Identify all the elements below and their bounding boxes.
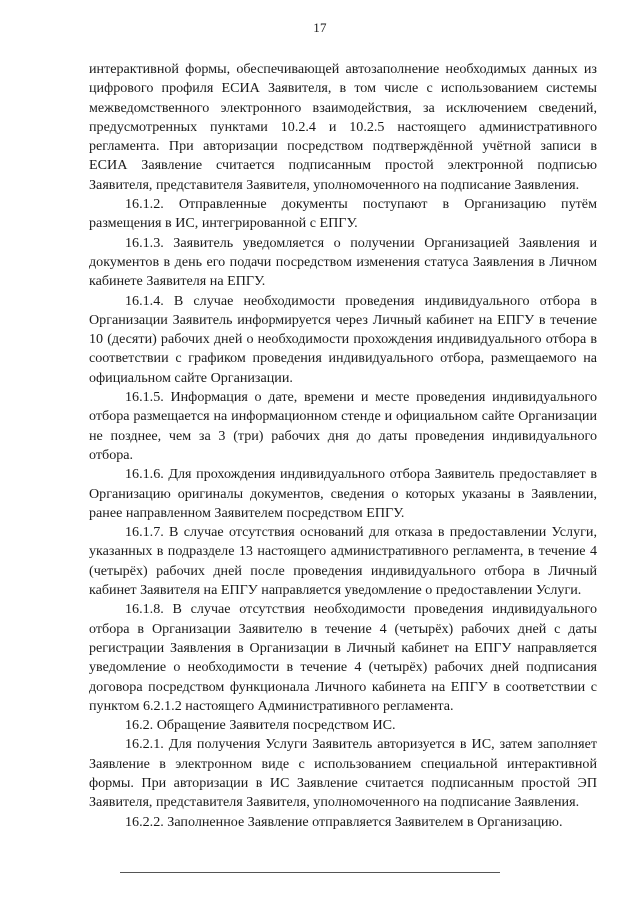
paragraph-16-1-4: 16.1.4. В случае необходимости проведения индивидуального отбора в Организации Заявитель информируется через Личный кабинет на ЕПГУ в течение 10 (десяти) рабочих дней о необходимости прохождения индивидуального отбора в соответствии с графиком проведения индивидуального отбора, размещаемого на официальном сайте Организации.: [89, 292, 597, 386]
section-heading-16-2: 16.2. Обращение Заявителя посредством ИС.: [125, 717, 396, 734]
footer-divider: [120, 872, 500, 873]
paragraph-16-1-6: 16.1.6. Для прохождения индивидуального отбора Заявитель предоставляет в Организацию оригиналы документов, сведения о которых указаны в Заявлении, ранее направленном Заявителем посредством ЕПГУ.: [89, 466, 597, 521]
paragraph-16-1-5: 16.1.5. Информация о дате, времени и месте проведения индивидуального отбора размещается на информационном стенде и официальном сайте Организации не позднее, чем за 3 (три) рабочих дня до даты проведения индивидуального отбора.: [89, 389, 597, 463]
document-body: [89, 60, 597, 832]
paragraph-16-1-8: 16.1.8. В случае отсутствия необходимости проведения индивидуального отбора в Организации Заявителю в течение 4 (четырёх) рабочих дней с даты регистрации Заявления в Организации в Личный кабинет на ЕПГУ направляется уведомление о необходимости в течение 4 (четырёх) рабочих дней подписания договора посредством функционала Личного кабинета на ЕПГУ в соответствии с пунктом 6.2.1.2 настоящего Административного регламента.: [89, 601, 597, 714]
paragraph-16-1-7: 16.1.7. В случае отсутствия оснований для отказа в предоставлении Услуги, указанных в подразделе 13 настоящего административного регламента, в течение 4 (четырёх) рабочих дней после проведения индивидуального отбора в Личный кабинет Заявителя на ЕПГУ направляется уведомление о предоставлении Услуги.: [89, 524, 597, 599]
paragraph-16-1-3: 16.1.3. Заявитель уведомляется о получении Организацией Заявления и документов в день его подачи посредством изменения статуса Заявления в Личном кабинете Заявителя на ЕПГУ.: [89, 234, 597, 290]
paragraph-continuation: интерактивной формы, обеспечивающей автозаполнение необходимых данных из цифрового профиля ЕСИА Заявителя, в том числе с использованием системы межведомственного электронного взаимодействия, за исключением сведений, предусмотренных пунктами 10.2.4 и 10.2.5 настоящего административного регламента. При авторизации посредством подтверждённой учётной записи в ЕСИА Заявление считается подписанным простой электронной подписью Заявителя, представителя Заявителя, уполномоченного на подписание Заявления.: [89, 61, 597, 193]
paragraph-16-2-1: 16.2.1. Для получения Услуги Заявитель авторизуется в ИС, затем заполняет Заявление в электронном виде с использованием специальной интерактивной формы. При авторизации в ИС Заявление считается подписанным простой ЭП Заявителя, представителя Заявителя, уполномоченного на подписание Заявления.: [89, 736, 597, 811]
paragraph-16-2-2: 16.2.2. Заполненное Заявление отправляется Заявителем в Организацию.: [125, 813, 563, 830]
page-number: 17: [313, 20, 327, 35]
paragraph-16-1-2: 16.1.2. Отправленные документы поступают в Организацию путём размещения в ИС, интегрированной с ЕПГУ.: [89, 196, 597, 232]
